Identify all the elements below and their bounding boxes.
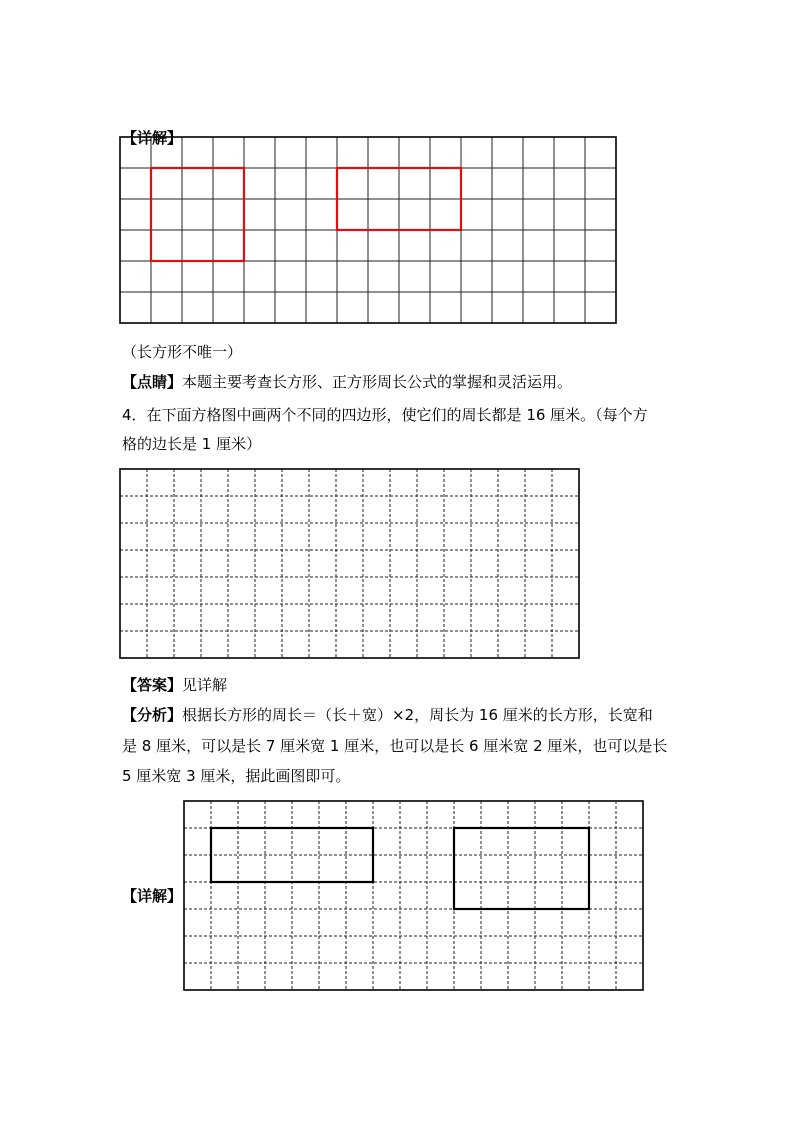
grid-3-border — [184, 801, 643, 990]
analysis-line-2: 是 8 厘米，可以是长 7 厘米宽 1 厘米，也可以是长 6 厘米宽 2 厘米，也可以是长 — [122, 737, 668, 755]
question-4-line-1: 4．在下面方格图中画两个不同的四边形，使它们的周长都是 16 厘米。（每个方 — [122, 406, 648, 424]
analysis-label: 【分析】 — [122, 706, 183, 724]
grid-1-rectangle-1 — [151, 168, 244, 261]
grid-2-border — [120, 469, 579, 658]
tip-text: 本题主要考查长方形、正方形周长公式的掌握和灵活运用。 — [182, 373, 573, 391]
detail-heading-1: 【详解】 — [122, 129, 183, 147]
tip-line — [122, 372, 572, 392]
answer-label: 【答案】 — [122, 676, 183, 694]
grid-3-rectangle-2 — [454, 828, 589, 909]
detail-heading-2: 【详解】 — [122, 887, 183, 905]
answer-line — [122, 675, 227, 695]
analysis-line-1 — [122, 705, 653, 725]
answer-text: 见详解 — [182, 676, 228, 694]
tip-label: 【点睛】 — [122, 373, 183, 391]
grid-3-answer-dashed — [182, 799, 649, 995]
grid-2-empty-dashed — [118, 467, 585, 663]
grid-1-solid — [118, 135, 620, 327]
analysis-line-3: 5 厘米宽 3 厘米，据此画图即可。 — [122, 767, 351, 785]
question-4-line-2: 格的边长是 1 厘米） — [122, 435, 262, 453]
rectangle-not-unique-note: （长方形不唯一） — [122, 343, 243, 361]
analysis-text-1: 根据长方形的周长＝（长＋宽）×2，周长为 16 厘米的长方形，长宽和 — [182, 706, 653, 724]
